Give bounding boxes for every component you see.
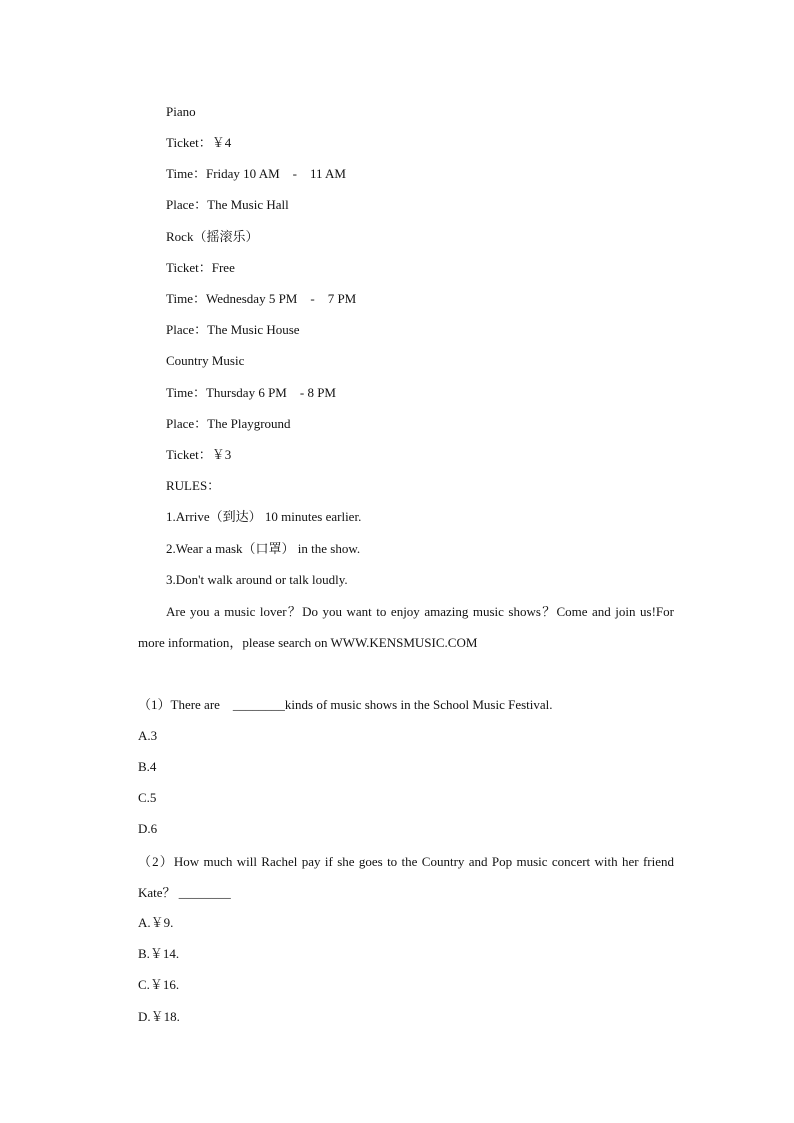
rule-item: 2.Wear a mask（口罩） in the show. bbox=[166, 541, 361, 556]
show-rock-time: Time：Wednesday 5 PM - 7 PM bbox=[166, 291, 357, 306]
show-country-time: Time：Thursday 6 PM - 8 PM bbox=[166, 385, 336, 400]
show-piano-place: Place：The Music Hall bbox=[166, 197, 289, 212]
rule-item: 1.Arrive（到达） 10 minutes earlier. bbox=[166, 509, 362, 524]
show-country-ticket: Ticket：￥3 bbox=[166, 447, 232, 462]
closing-paragraph: Are you a music lover？Do you want to enjoy amazing music shows？Come and join us!For more information，please search on WWW.KENSMUSIC.COM bbox=[138, 604, 674, 650]
show-piano-time: Time：Friday 10 AM - 11 AM bbox=[166, 166, 346, 181]
show-rock-ticket: Ticket：Free bbox=[166, 260, 235, 275]
question-1-option-a[interactable]: A.3 bbox=[138, 728, 158, 743]
question-2-option-d[interactable]: D.￥18. bbox=[138, 1009, 180, 1024]
question-1-option-b[interactable]: B.4 bbox=[138, 759, 157, 774]
show-rock-name: Rock（摇滚乐） bbox=[166, 229, 259, 244]
question-1-option-d[interactable]: D.6 bbox=[138, 821, 158, 836]
rules-heading: RULES： bbox=[166, 478, 221, 493]
question-1-option-c[interactable]: C.5 bbox=[138, 790, 157, 805]
question-2-option-c[interactable]: C.￥16. bbox=[138, 977, 180, 992]
show-country-name: Country Music bbox=[166, 353, 245, 368]
question-2-stem: （2）How much will Rachel pay if she goes to the Country and Pop music concert with her friend Kate？ ________ bbox=[138, 854, 674, 900]
show-piano-ticket: Ticket：￥4 bbox=[166, 135, 232, 150]
show-country-place: Place：The Playground bbox=[166, 416, 291, 431]
question-2-option-b[interactable]: B.￥14. bbox=[138, 946, 180, 961]
rule-item: 3.Don't walk around or talk loudly. bbox=[166, 572, 348, 587]
show-rock-place: Place：The Music House bbox=[166, 322, 300, 337]
question-2-option-a[interactable]: A.￥9. bbox=[138, 915, 174, 930]
show-piano-name: Piano bbox=[166, 104, 196, 119]
question-1-stem: （1）There are ________kinds of music shows in the School Music Festival. bbox=[138, 697, 553, 712]
